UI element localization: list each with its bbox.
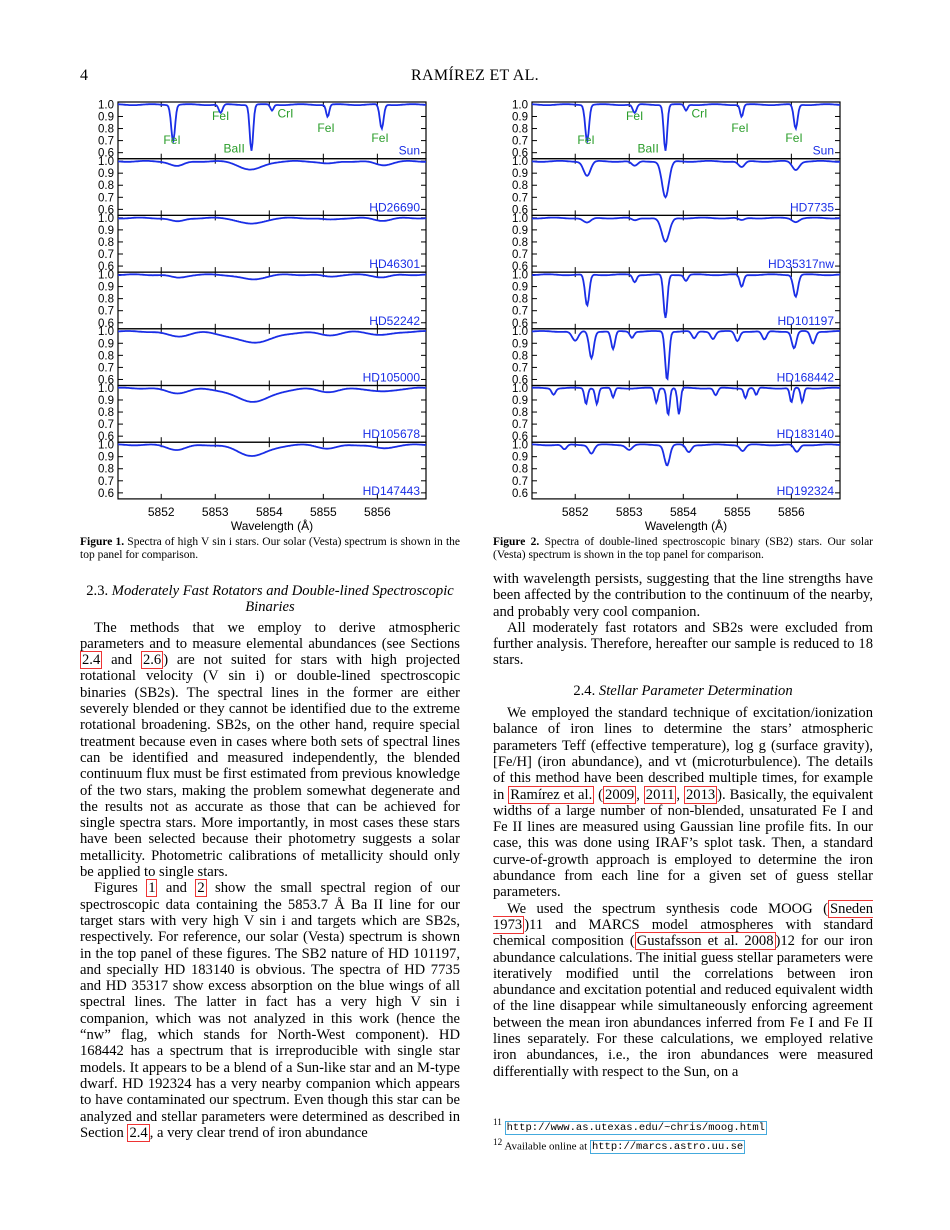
paragraph bbox=[80, 880, 460, 1141]
text: )11 and MARCS model atmospheres with standard chemical composition ( bbox=[493, 916, 873, 950]
running-title: RAMÍREZ ET AL. bbox=[411, 67, 539, 84]
fig1-ytick-label: 0.7 bbox=[98, 419, 114, 432]
text: )12 for our iron abundance calculations. The initial guess stellar parameters were iteratively modified until the correlations between iron abundance and excitation potential and reduced equivalent width of the line disappear while simultaneously enforcing agreement between the mean iron abundances inferred from Fe I and Fe II lines separately. For these calculations, we employed relative iron abundances, i.e., the iron abundances were measured differentially with respect to the Sun, on a bbox=[493, 933, 873, 1080]
fig2-ytick-label: 0.8 bbox=[512, 463, 528, 476]
fig2-series-HD7735 bbox=[532, 161, 840, 197]
fig2-ytick-label: 0.9 bbox=[512, 281, 528, 294]
fig1-ytick-label: 0.6 bbox=[98, 147, 114, 160]
right-column bbox=[493, 571, 873, 1080]
fig2-ytick-label: 0.6 bbox=[512, 487, 528, 500]
fig1-ytick-label: 0.7 bbox=[98, 249, 114, 262]
fig2-series-HD35317nw bbox=[532, 218, 840, 242]
fig1-ytick-label: 0.6 bbox=[98, 261, 114, 274]
fig1-ytick-label: 0.8 bbox=[98, 350, 114, 363]
fig2-ytick-label: 0.8 bbox=[512, 407, 528, 420]
section-link-2-4[interactable]: 2.4 bbox=[129, 1124, 148, 1141]
fig1-xtick-label: 5856 bbox=[364, 504, 391, 519]
footnote-text: Available online at bbox=[504, 1140, 590, 1153]
fig1-series-HD147443 bbox=[118, 444, 426, 456]
fig2-ytick-label: 1.0 bbox=[512, 156, 528, 169]
section-2-3-number: 2.3. bbox=[86, 583, 109, 599]
fig1-series-HD52242 bbox=[118, 274, 426, 279]
fig2-ytick-label: 0.7 bbox=[512, 249, 528, 262]
fig2-ytick-label: 0.8 bbox=[512, 123, 528, 136]
fig1-ytick-label: 0.9 bbox=[98, 281, 114, 294]
fig2-panel-label: HD101197 bbox=[777, 313, 834, 328]
fig2-line-label: CrI bbox=[691, 106, 708, 121]
fig1-xtick-label: 5855 bbox=[309, 504, 337, 519]
fig2-line-label: FeI bbox=[785, 130, 803, 145]
citation-link-sneden[interactable]: Sneden 1973 bbox=[493, 900, 873, 933]
fig2-ytick-label: 0.9 bbox=[512, 394, 528, 407]
fig1-line-label: FeI bbox=[317, 121, 335, 136]
fig1-ytick-label: 0.8 bbox=[98, 407, 114, 420]
paragraph bbox=[493, 705, 873, 901]
fig2-ytick-label: 0.8 bbox=[512, 180, 528, 193]
section-link-2-4[interactable]: 2.4 bbox=[82, 652, 101, 669]
fig1-ytick-label: 0.8 bbox=[98, 293, 114, 306]
figure-2 bbox=[496, 96, 856, 536]
fig1-ytick-label: 0.6 bbox=[98, 374, 114, 387]
fig2-panel-label: HD192324 bbox=[776, 483, 834, 498]
left-column bbox=[80, 583, 460, 1141]
fig1-ytick-label: 1.0 bbox=[98, 269, 114, 282]
figure-2-caption-label: Figure 2. bbox=[493, 536, 540, 548]
fig2-xtick-label: 5852 bbox=[561, 504, 589, 519]
fig1-ytick-label: 1.0 bbox=[98, 156, 114, 169]
fig1-ytick-label: 1.0 bbox=[98, 439, 114, 452]
section-2-4-title: Stellar Parameter Determination bbox=[598, 682, 793, 699]
fig2-line-label: FeI bbox=[625, 109, 644, 124]
text: and bbox=[102, 652, 141, 669]
fig1-ytick-label: 1.0 bbox=[98, 326, 114, 339]
fig2-ytick-label: 0.9 bbox=[512, 224, 528, 237]
fig1-xtick-label: 5854 bbox=[255, 504, 283, 519]
fig2-line-label: FeI bbox=[577, 133, 595, 148]
fig2-xtick-label: 5856 bbox=[778, 504, 805, 519]
section-2-4-heading bbox=[493, 683, 873, 699]
page-number: 4 bbox=[80, 67, 88, 84]
fig2-panel-label: HD7735 bbox=[789, 200, 834, 215]
fig1-panel-label: HD105000 bbox=[362, 370, 420, 385]
fig2-ytick-label: 0.6 bbox=[512, 374, 528, 387]
fig1-ytick-label: 0.9 bbox=[98, 451, 114, 464]
figure-1-chart bbox=[82, 96, 442, 536]
fig2-series-HD183140 bbox=[532, 388, 840, 415]
fig2-xtick-label: 5855 bbox=[723, 504, 751, 519]
fig2-xtick-label: 5853 bbox=[615, 504, 643, 519]
fig1-ytick-label: 0.9 bbox=[98, 224, 114, 237]
text: , a very clear trend of iron abundance bbox=[149, 1124, 368, 1141]
paragraph: All moderately fast rotators and SB2s were excluded from further analysis. Therefore, hereafter our sample is reduced to 18 stars. bbox=[493, 619, 873, 669]
paragraph: with wavelength persists, suggesting that the line strengths have been affected by the contribution to the continuum of the nearby, and probably very cool companion. bbox=[493, 571, 873, 620]
footnote-url[interactable]: http://www.as.utexas.edu/~chris/moog.html bbox=[506, 1121, 765, 1134]
figure-2-chart bbox=[496, 96, 856, 536]
section-2-4-number: 2.4. bbox=[573, 682, 596, 699]
fig2-xlabel: Wavelength (Å) bbox=[644, 518, 728, 533]
text: Figures bbox=[94, 880, 147, 897]
fig1-line-label: BaII bbox=[223, 141, 245, 156]
paragraph bbox=[80, 620, 460, 881]
fig2-ytick-label: 0.6 bbox=[512, 317, 528, 330]
fig2-panel-label: Sun bbox=[812, 143, 834, 158]
fig2-ytick-label: 0.6 bbox=[512, 431, 528, 444]
fig1-xtick-label: 5852 bbox=[147, 504, 175, 519]
fig2-ytick-label: 0.8 bbox=[512, 350, 528, 363]
fig2-ytick-label: 0.7 bbox=[512, 362, 528, 375]
fig2-ytick-label: 0.7 bbox=[512, 419, 528, 432]
fig1-ytick-label: 0.7 bbox=[98, 305, 114, 318]
section-link-2-6[interactable]: 2.6 bbox=[142, 652, 162, 669]
text: , bbox=[676, 786, 684, 803]
text: , bbox=[636, 786, 644, 803]
fig1-panel-label: HD46301 bbox=[369, 257, 420, 272]
fig2-ytick-label: 1.0 bbox=[512, 212, 528, 225]
fig1-ytick-label: 0.7 bbox=[98, 362, 114, 375]
fig1-panel-label: HD147443 bbox=[362, 483, 420, 498]
fig2-ytick-label: 1.0 bbox=[512, 439, 528, 452]
fig1-line-label: FeI bbox=[211, 109, 230, 124]
figure-link-1[interactable]: 1 bbox=[148, 880, 156, 897]
fig1-ytick-label: 0.6 bbox=[98, 487, 114, 500]
paragraph bbox=[493, 901, 873, 1080]
fig1-ytick-label: 0.7 bbox=[98, 192, 114, 205]
figure-1-caption bbox=[80, 536, 460, 562]
fig2-panel-label: HD35317nw bbox=[767, 257, 834, 272]
fig1-series-HD105678 bbox=[118, 388, 426, 402]
fig1-ytick-label: 0.6 bbox=[98, 317, 114, 330]
fig1-ytick-label: 0.6 bbox=[98, 204, 114, 217]
citation-link-ramirez[interactable]: Ramírez et al. bbox=[510, 786, 593, 803]
footnote-mark: 11 bbox=[493, 1117, 502, 1127]
fig2-ytick-label: 1.0 bbox=[512, 382, 528, 395]
fig1-line-label: FeI bbox=[371, 130, 389, 145]
fig2-ytick-label: 0.6 bbox=[512, 147, 528, 160]
fig2-ytick-label: 0.7 bbox=[512, 305, 528, 318]
figure-1-caption-label: Figure 1. bbox=[80, 536, 125, 548]
fig1-ytick-label: 0.7 bbox=[98, 135, 114, 148]
fig2-ytick-label: 1.0 bbox=[512, 326, 528, 339]
section-2-3-title: Moderately Fast Rotators and Double-lined Spectroscopic Binaries bbox=[111, 583, 454, 616]
footnote-11 bbox=[493, 1115, 873, 1135]
fig1-ytick-label: 0.9 bbox=[98, 338, 114, 351]
fig2-ytick-label: 0.6 bbox=[512, 204, 528, 217]
fig2-ytick-label: 0.8 bbox=[512, 293, 528, 306]
fig2-ytick-label: 0.7 bbox=[512, 135, 528, 148]
fig1-ytick-label: 0.8 bbox=[98, 123, 114, 136]
fig1-xtick-label: 5853 bbox=[201, 504, 229, 519]
fig2-ytick-label: 0.9 bbox=[512, 168, 528, 181]
section-2-3-heading bbox=[80, 583, 460, 616]
fig2-ytick-label: 0.7 bbox=[512, 475, 528, 488]
fig1-series-HD46301 bbox=[118, 218, 426, 224]
fig2-ytick-label: 1.0 bbox=[512, 269, 528, 282]
fig1-ytick-label: 1.0 bbox=[98, 382, 114, 395]
fig1-ytick-label: 0.7 bbox=[98, 475, 114, 488]
citation-link-2009[interactable]: 2009 bbox=[605, 786, 635, 803]
text: ) are not suited for stars with high projected rotational velocity (V sin i) or double-lined spectroscopic binaries (SB2s). The spectral lines in the former are either severely blended or they cannot be identified due to the extreme rotational broadening. SB2s, on the other hand, require special treatment because even in cases where both sets of spectral lines can be identified and measured independently, the blended continuum flux must be first estimated from previous knowledge of the two stars, making the problem somewhat degenerate and the results not as accurate as those that can be achieved for single spectra stars. More importantly, in most cases these stars have been selected because their photometry suggests a solar metallicity. Photometric calibrations of metallicity should only be applied to single stars. bbox=[80, 652, 460, 881]
footnotes bbox=[493, 1115, 873, 1154]
text: ). Basically, the equivalent widths of a large number of non-blended, unsaturated Fe I and Fe II lines are measured using Gaussian line profile fits. In our case, this was done using IRAF’s splot task. Then, a standard curve-of-growth approach is employed to determine the iron abundance from each line for a given set of guess stellar parameters. bbox=[493, 786, 874, 901]
figure-1-caption-text: Spectra of high V sin i stars. Our solar (Vesta) spectrum is shown in the top panel for comparison. bbox=[80, 536, 460, 561]
fig2-ytick-label: 0.9 bbox=[512, 111, 528, 124]
text: and bbox=[157, 880, 196, 897]
fig2-ytick-label: 1.0 bbox=[512, 99, 528, 112]
citation-link-2011[interactable]: 2011 bbox=[645, 786, 675, 803]
fig2-xtick-label: 5854 bbox=[669, 504, 697, 519]
fig2-ytick-label: 0.7 bbox=[512, 192, 528, 205]
figure-2-caption bbox=[493, 536, 873, 562]
figure-link-2[interactable]: 2 bbox=[197, 880, 205, 897]
fig2-series-HD192324 bbox=[532, 444, 840, 465]
fig1-ytick-label: 1.0 bbox=[98, 212, 114, 225]
fig1-ytick-label: 0.8 bbox=[98, 236, 114, 249]
citation-link-gustafsson[interactable]: Gustafsson et al. 2008 bbox=[636, 933, 774, 950]
fig2-ytick-label: 0.9 bbox=[512, 338, 528, 351]
fig1-ytick-label: 0.9 bbox=[98, 168, 114, 181]
fig1-line-label: CrI bbox=[277, 106, 294, 121]
fig2-ytick-label: 0.8 bbox=[512, 236, 528, 249]
text: We used the spectrum synthesis code MOOG ( bbox=[507, 900, 829, 917]
citation-link-2013[interactable]: 2013 bbox=[685, 786, 716, 803]
fig1-ytick-label: 0.8 bbox=[98, 463, 114, 476]
fig1-ytick-label: 0.9 bbox=[98, 111, 114, 124]
fig1-panel-label: HD105678 bbox=[362, 427, 420, 442]
text: We employed the standard technique of excitation/ionization balance of iron lines to determine the stars’ atmospheric parameters Teff (effective temperature), log g (surface gravity), [Fe/H] (iron abundance), and vt (microturbulence). The details of this method have been described multiple times, for example in bbox=[493, 705, 873, 803]
text: The methods that we employ to derive atmospheric parameters and to measure elemental abundances (see Sections bbox=[80, 619, 460, 652]
footnote-url[interactable]: http://marcs.astro.uu.se bbox=[591, 1141, 744, 1154]
text: show the small spectral region of our spectroscopic data containing the 5853.7 Å Ba II line for our target stars with very high V sin i and targets which are SB2s, respectively. For reference, our solar (Vesta) spectrum is shown in the top panel of these figures. The SB2 nature of HD 101197, and specially HD 183140 is obvious. The spectra of HD 7735 and HD 35317 show excess absorption on the blue wings of all spectral lines. The latter in fact has a very high V sin i companion, which was not analyzed in this work (hence the “nw” flag, which stands for North-West component). HD 168442 has a spectrum that is irreproducible with single star models. It appears to be a blend of a Sun-like star and an M-type dwarf. HD 192324 has a very nearby companion which appears to have contaminated our spectrum. Even though this star can be analyzed and stellar parameters were determined as described in Section bbox=[80, 880, 460, 1141]
fig1-series-HD105000 bbox=[118, 331, 426, 343]
fig1-ytick-label: 0.8 bbox=[98, 180, 114, 193]
fig2-line-label: FeI bbox=[731, 121, 749, 136]
fig2-line-label: BaII bbox=[637, 141, 659, 156]
figure-1 bbox=[82, 96, 442, 536]
fig1-ytick-label: 0.6 bbox=[98, 431, 114, 444]
fig1-panel-label: HD26690 bbox=[369, 200, 420, 215]
fig1-ytick-label: 0.9 bbox=[98, 394, 114, 407]
text: ( bbox=[594, 786, 604, 803]
footnote-mark: 12 bbox=[493, 1136, 503, 1147]
fig2-ytick-label: 0.9 bbox=[512, 451, 528, 464]
figure-2-caption-text: Spectra of double-lined spectroscopic binary (SB2) stars. Our solar (Vesta) spectrum is shown in the top panel for comparison. bbox=[493, 536, 873, 561]
fig1-panel-label: Sun bbox=[398, 143, 420, 158]
fig2-panel-label: HD168442 bbox=[776, 370, 834, 385]
fig2-series-HD101197 bbox=[532, 274, 840, 318]
fig2-panel-label: HD183140 bbox=[776, 427, 834, 442]
fig1-line-label: FeI bbox=[163, 133, 181, 148]
fig1-series-HD26690 bbox=[118, 161, 426, 170]
footnote-12 bbox=[493, 1135, 873, 1155]
fig1-panel-label: HD52242 bbox=[369, 313, 420, 328]
fig2-ytick-label: 0.6 bbox=[512, 261, 528, 274]
fig1-ytick-label: 1.0 bbox=[98, 99, 114, 112]
fig1-xlabel: Wavelength (Å) bbox=[230, 518, 314, 533]
